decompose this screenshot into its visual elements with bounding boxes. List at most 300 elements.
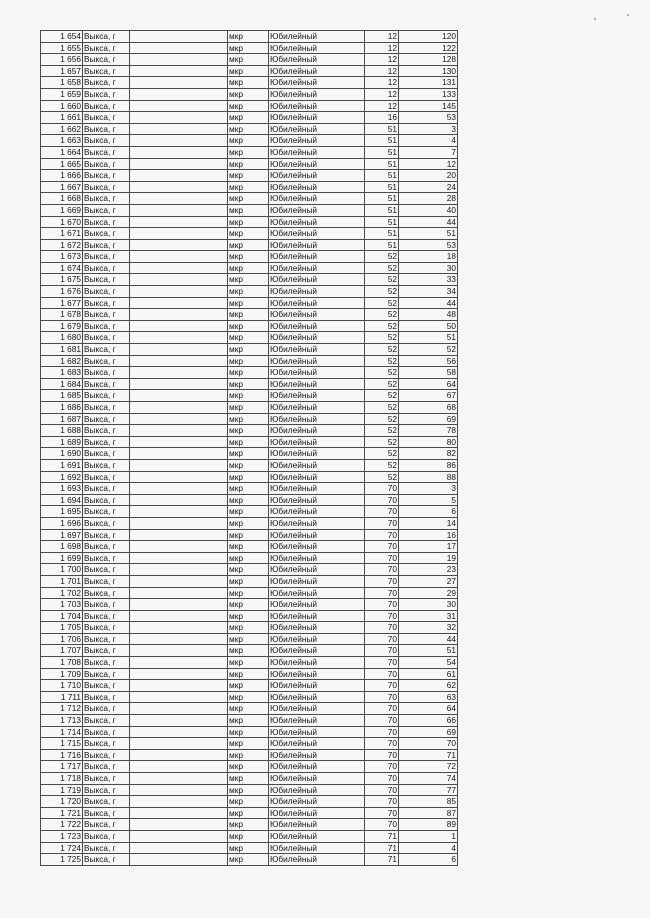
table-row (41, 309, 458, 321)
house-number-cell: 12 (365, 65, 399, 77)
city-cell: Выкса, г (83, 181, 130, 193)
table-row (41, 402, 458, 414)
street-name-cell: Юбилейный (269, 344, 365, 356)
row-number-cell: 1 686 (41, 402, 83, 414)
row-number-cell: 1 654 (41, 31, 83, 43)
row-number-cell: 1 707 (41, 645, 83, 657)
table-row (41, 320, 458, 332)
city-cell: Выкса, г (83, 355, 130, 367)
street-type-cell: мкр (228, 286, 269, 298)
empty-cell (130, 471, 228, 483)
empty-cell (130, 517, 228, 529)
row-number-cell: 1 693 (41, 483, 83, 495)
house-number-cell: 51 (365, 216, 399, 228)
table-row (41, 703, 458, 715)
empty-cell (130, 274, 228, 286)
table-row (41, 112, 458, 124)
building-number-cell: 48 (399, 309, 458, 321)
city-cell: Выкса, г (83, 54, 130, 66)
street-type-cell: мкр (228, 680, 269, 692)
table-row (41, 390, 458, 402)
street-type-cell: мкр (228, 390, 269, 402)
building-number-cell: 5 (399, 494, 458, 506)
house-number-cell: 70 (365, 494, 399, 506)
table-row (41, 587, 458, 599)
house-number-cell: 70 (365, 483, 399, 495)
street-type-cell: мкр (228, 378, 269, 390)
street-type-cell: мкр (228, 42, 269, 54)
street-name-cell: Юбилейный (269, 610, 365, 622)
table-row (41, 262, 458, 274)
empty-cell (130, 749, 228, 761)
street-type-cell: мкр (228, 784, 269, 796)
house-number-cell: 70 (365, 529, 399, 541)
street-type-cell: мкр (228, 494, 269, 506)
street-name-cell: Юбилейный (269, 726, 365, 738)
street-type-cell: мкр (228, 31, 269, 43)
city-cell: Выкса, г (83, 42, 130, 54)
house-number-cell: 52 (365, 471, 399, 483)
row-number-cell: 1 674 (41, 262, 83, 274)
street-type-cell: мкр (228, 633, 269, 645)
street-type-cell: мкр (228, 610, 269, 622)
row-number-cell: 1 694 (41, 494, 83, 506)
empty-cell (130, 657, 228, 669)
row-number-cell: 1 673 (41, 251, 83, 263)
street-name-cell: Юбилейный (269, 262, 365, 274)
street-name-cell: Юбилейный (269, 738, 365, 750)
city-cell: Выкса, г (83, 796, 130, 808)
city-cell: Выкса, г (83, 657, 130, 669)
house-number-cell: 70 (365, 761, 399, 773)
empty-cell (130, 564, 228, 576)
building-number-cell: 69 (399, 726, 458, 738)
house-number-cell: 70 (365, 796, 399, 808)
table-row (41, 819, 458, 831)
city-cell: Выкса, г (83, 587, 130, 599)
street-name-cell: Юбилейный (269, 193, 365, 205)
row-number-cell: 1 666 (41, 170, 83, 182)
house-number-cell: 52 (365, 378, 399, 390)
table-row (41, 715, 458, 727)
row-number-cell: 1 676 (41, 286, 83, 298)
empty-cell (130, 436, 228, 448)
street-type-cell: мкр (228, 459, 269, 471)
table-row (41, 680, 458, 692)
street-name-cell: Юбилейный (269, 517, 365, 529)
house-number-cell: 52 (365, 367, 399, 379)
street-type-cell: мкр (228, 402, 269, 414)
building-number-cell: 50 (399, 320, 458, 332)
empty-cell (130, 773, 228, 785)
building-number-cell: 62 (399, 680, 458, 692)
street-type-cell: мкр (228, 112, 269, 124)
city-cell: Выкса, г (83, 599, 130, 611)
table-row (41, 796, 458, 808)
street-name-cell: Юбилейный (269, 599, 365, 611)
empty-cell (130, 854, 228, 866)
building-number-cell: 66 (399, 715, 458, 727)
building-number-cell: 128 (399, 54, 458, 66)
street-type-cell: мкр (228, 830, 269, 842)
empty-cell (130, 726, 228, 738)
street-name-cell: Юбилейный (269, 239, 365, 251)
street-type-cell: мкр (228, 425, 269, 437)
building-number-cell: 30 (399, 262, 458, 274)
city-cell: Выкса, г (83, 552, 130, 564)
table-row (41, 88, 458, 100)
street-name-cell: Юбилейный (269, 332, 365, 344)
empty-cell (130, 262, 228, 274)
building-number-cell: 24 (399, 181, 458, 193)
street-name-cell: Юбилейный (269, 761, 365, 773)
building-number-cell: 61 (399, 668, 458, 680)
city-cell: Выкса, г (83, 575, 130, 587)
table-row (41, 193, 458, 205)
house-number-cell: 12 (365, 54, 399, 66)
street-type-cell: мкр (228, 344, 269, 356)
empty-cell (130, 100, 228, 112)
building-number-cell: 31 (399, 610, 458, 622)
row-number-cell: 1 689 (41, 436, 83, 448)
table-row (41, 146, 458, 158)
city-cell: Выкса, г (83, 390, 130, 402)
table-row (41, 448, 458, 460)
table-row (41, 483, 458, 495)
city-cell: Выкса, г (83, 378, 130, 390)
street-name-cell: Юбилейный (269, 274, 365, 286)
house-number-cell: 71 (365, 830, 399, 842)
empty-cell (130, 378, 228, 390)
table-row (41, 216, 458, 228)
house-number-cell: 70 (365, 749, 399, 761)
table-row (41, 274, 458, 286)
street-name-cell: Юбилейный (269, 228, 365, 240)
building-number-cell: 6 (399, 854, 458, 866)
street-type-cell: мкр (228, 807, 269, 819)
building-number-cell: 67 (399, 390, 458, 402)
house-number-cell: 70 (365, 819, 399, 831)
city-cell: Выкса, г (83, 309, 130, 321)
building-number-cell: 130 (399, 65, 458, 77)
street-name-cell: Юбилейный (269, 854, 365, 866)
empty-cell (130, 819, 228, 831)
street-name-cell: Юбилейный (269, 251, 365, 263)
table-row (41, 332, 458, 344)
empty-cell (130, 42, 228, 54)
table-row (41, 228, 458, 240)
city-cell: Выкса, г (83, 262, 130, 274)
street-name-cell: Юбилейный (269, 541, 365, 553)
city-cell: Выкса, г (83, 88, 130, 100)
building-number-cell: 131 (399, 77, 458, 89)
street-type-cell: мкр (228, 668, 269, 680)
house-number-cell: 52 (365, 286, 399, 298)
building-number-cell: 44 (399, 216, 458, 228)
row-number-cell: 1 656 (41, 54, 83, 66)
row-number-cell: 1 668 (41, 193, 83, 205)
table-row (41, 691, 458, 703)
row-number-cell: 1 706 (41, 633, 83, 645)
house-number-cell: 70 (365, 738, 399, 750)
building-number-cell: 89 (399, 819, 458, 831)
street-type-cell: мкр (228, 251, 269, 263)
row-number-cell: 1 724 (41, 842, 83, 854)
street-name-cell: Юбилейный (269, 807, 365, 819)
empty-cell (130, 483, 228, 495)
row-number-cell: 1 667 (41, 181, 83, 193)
street-name-cell: Юбилейный (269, 100, 365, 112)
table-row (41, 170, 458, 182)
house-number-cell: 71 (365, 842, 399, 854)
house-number-cell: 70 (365, 610, 399, 622)
row-number-cell: 1 716 (41, 749, 83, 761)
empty-cell (130, 715, 228, 727)
address-registry-table (40, 30, 458, 866)
empty-cell (130, 54, 228, 66)
empty-cell (130, 610, 228, 622)
street-name-cell: Юбилейный (269, 286, 365, 298)
building-number-cell: 64 (399, 703, 458, 715)
street-name-cell: Юбилейный (269, 204, 365, 216)
empty-cell (130, 309, 228, 321)
empty-cell (130, 796, 228, 808)
city-cell: Выкса, г (83, 31, 130, 43)
row-number-cell: 1 665 (41, 158, 83, 170)
table-row (41, 575, 458, 587)
city-cell: Выкса, г (83, 135, 130, 147)
house-number-cell: 51 (365, 204, 399, 216)
row-number-cell: 1 659 (41, 88, 83, 100)
street-type-cell: мкр (228, 761, 269, 773)
building-number-cell: 33 (399, 274, 458, 286)
empty-cell (130, 830, 228, 842)
building-number-cell: 7 (399, 146, 458, 158)
building-number-cell: 80 (399, 436, 458, 448)
city-cell: Выкса, г (83, 274, 130, 286)
empty-cell (130, 738, 228, 750)
table-row (41, 54, 458, 66)
house-number-cell: 70 (365, 715, 399, 727)
row-number-cell: 1 679 (41, 320, 83, 332)
empty-cell (130, 494, 228, 506)
table-row (41, 784, 458, 796)
building-number-cell: 82 (399, 448, 458, 460)
city-cell: Выкса, г (83, 773, 130, 785)
house-number-cell: 52 (365, 390, 399, 402)
building-number-cell: 51 (399, 332, 458, 344)
table-row (41, 297, 458, 309)
table-row (41, 42, 458, 54)
street-name-cell: Юбилейный (269, 309, 365, 321)
city-cell: Выкса, г (83, 402, 130, 414)
building-number-cell: 68 (399, 402, 458, 414)
street-name-cell: Юбилейный (269, 320, 365, 332)
house-number-cell: 52 (365, 448, 399, 460)
building-number-cell: 122 (399, 42, 458, 54)
house-number-cell: 70 (365, 773, 399, 785)
street-type-cell: мкр (228, 54, 269, 66)
street-name-cell: Юбилейный (269, 123, 365, 135)
empty-cell (130, 784, 228, 796)
row-number-cell: 1 681 (41, 344, 83, 356)
empty-cell (130, 204, 228, 216)
building-number-cell: 78 (399, 425, 458, 437)
street-name-cell: Юбилейный (269, 170, 365, 182)
city-cell: Выкса, г (83, 100, 130, 112)
street-type-cell: мкр (228, 529, 269, 541)
empty-cell (130, 402, 228, 414)
row-number-cell: 1 660 (41, 100, 83, 112)
city-cell: Выкса, г (83, 726, 130, 738)
street-type-cell: мкр (228, 228, 269, 240)
row-number-cell: 1 717 (41, 761, 83, 773)
street-type-cell: мкр (228, 320, 269, 332)
building-number-cell: 40 (399, 204, 458, 216)
street-type-cell: мкр (228, 158, 269, 170)
empty-cell (130, 65, 228, 77)
city-cell: Выкса, г (83, 320, 130, 332)
street-type-cell: мкр (228, 367, 269, 379)
street-name-cell: Юбилейный (269, 402, 365, 414)
street-type-cell: мкр (228, 854, 269, 866)
building-number-cell: 53 (399, 239, 458, 251)
street-type-cell: мкр (228, 575, 269, 587)
street-name-cell: Юбилейный (269, 471, 365, 483)
table-row (41, 761, 458, 773)
city-cell: Выкса, г (83, 645, 130, 657)
house-number-cell: 70 (365, 703, 399, 715)
street-type-cell: мкр (228, 193, 269, 205)
table-row (41, 355, 458, 367)
house-number-cell: 70 (365, 645, 399, 657)
street-name-cell: Юбилейный (269, 483, 365, 495)
empty-cell (130, 506, 228, 518)
table-row (41, 65, 458, 77)
row-number-cell: 1 678 (41, 309, 83, 321)
house-number-cell: 51 (365, 158, 399, 170)
table-row (41, 773, 458, 785)
street-name-cell: Юбилейный (269, 88, 365, 100)
house-number-cell: 52 (365, 459, 399, 471)
city-cell: Выкса, г (83, 517, 130, 529)
empty-cell (130, 286, 228, 298)
city-cell: Выкса, г (83, 239, 130, 251)
house-number-cell: 70 (365, 633, 399, 645)
city-cell: Выкса, г (83, 842, 130, 854)
empty-cell (130, 425, 228, 437)
building-number-cell: 56 (399, 355, 458, 367)
street-name-cell: Юбилейный (269, 657, 365, 669)
house-number-cell: 52 (365, 355, 399, 367)
empty-cell (130, 228, 228, 240)
city-cell: Выкса, г (83, 459, 130, 471)
row-number-cell: 1 720 (41, 796, 83, 808)
row-number-cell: 1 663 (41, 135, 83, 147)
city-cell: Выкса, г (83, 297, 130, 309)
house-number-cell: 52 (365, 251, 399, 263)
empty-cell (130, 344, 228, 356)
street-type-cell: мкр (228, 146, 269, 158)
row-number-cell: 1 683 (41, 367, 83, 379)
empty-cell (130, 807, 228, 819)
building-number-cell: 3 (399, 483, 458, 495)
house-number-cell: 51 (365, 170, 399, 182)
building-number-cell: 34 (399, 286, 458, 298)
building-number-cell: 51 (399, 228, 458, 240)
table-row (41, 367, 458, 379)
house-number-cell: 12 (365, 77, 399, 89)
row-number-cell: 1 710 (41, 680, 83, 692)
row-number-cell: 1 698 (41, 541, 83, 553)
house-number-cell: 51 (365, 239, 399, 251)
house-number-cell: 70 (365, 541, 399, 553)
city-cell: Выкса, г (83, 146, 130, 158)
city-cell: Выкса, г (83, 529, 130, 541)
city-cell: Выкса, г (83, 471, 130, 483)
table-row (41, 854, 458, 866)
street-name-cell: Юбилейный (269, 680, 365, 692)
city-cell: Выкса, г (83, 251, 130, 263)
street-type-cell: мкр (228, 773, 269, 785)
street-type-cell: мкр (228, 819, 269, 831)
house-number-cell: 12 (365, 42, 399, 54)
scan-speck (594, 18, 596, 20)
street-name-cell: Юбилейный (269, 552, 365, 564)
street-name-cell: Юбилейный (269, 65, 365, 77)
empty-cell (130, 390, 228, 402)
building-number-cell: 85 (399, 796, 458, 808)
street-name-cell: Юбилейный (269, 749, 365, 761)
row-number-cell: 1 690 (41, 448, 83, 460)
street-type-cell: мкр (228, 738, 269, 750)
street-name-cell: Юбилейный (269, 54, 365, 66)
house-number-cell: 52 (365, 344, 399, 356)
row-number-cell: 1 655 (41, 42, 83, 54)
city-cell: Выкса, г (83, 286, 130, 298)
building-number-cell: 71 (399, 749, 458, 761)
table-row (41, 610, 458, 622)
street-name-cell: Юбилейный (269, 668, 365, 680)
table-row (41, 251, 458, 263)
street-type-cell: мкр (228, 100, 269, 112)
house-number-cell: 70 (365, 517, 399, 529)
building-number-cell: 72 (399, 761, 458, 773)
house-number-cell: 51 (365, 181, 399, 193)
row-number-cell: 1 702 (41, 587, 83, 599)
street-name-cell: Юбилейный (269, 529, 365, 541)
building-number-cell: 77 (399, 784, 458, 796)
house-number-cell: 70 (365, 564, 399, 576)
building-number-cell: 54 (399, 657, 458, 669)
street-name-cell: Юбилейный (269, 112, 365, 124)
house-number-cell: 52 (365, 436, 399, 448)
table-row (41, 622, 458, 634)
city-cell: Выкса, г (83, 691, 130, 703)
street-type-cell: мкр (228, 88, 269, 100)
empty-cell (130, 158, 228, 170)
street-type-cell: мкр (228, 204, 269, 216)
street-type-cell: мкр (228, 123, 269, 135)
table-row (41, 425, 458, 437)
empty-cell (130, 112, 228, 124)
city-cell: Выкса, г (83, 170, 130, 182)
row-number-cell: 1 691 (41, 459, 83, 471)
building-number-cell: 86 (399, 459, 458, 471)
empty-cell (130, 575, 228, 587)
table-row (41, 749, 458, 761)
street-type-cell: мкр (228, 309, 269, 321)
